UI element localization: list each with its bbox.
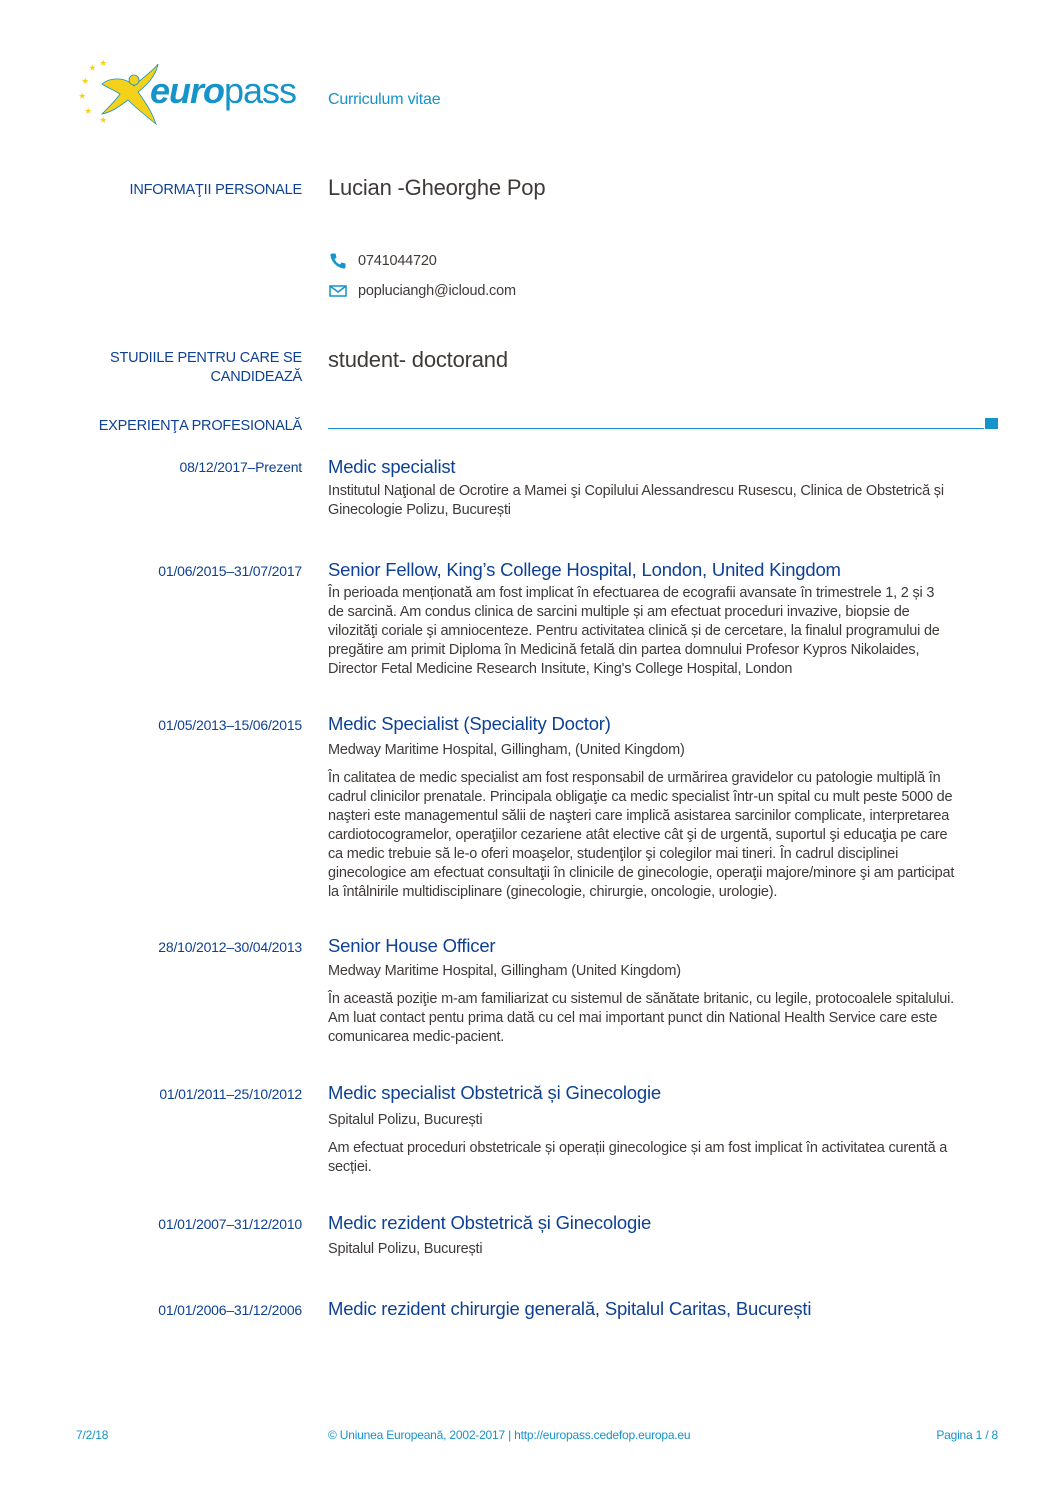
job-description: Am efectuat proceduri obstetricale și operații ginecologice și am fost implicat în activitatea curentă a secției. xyxy=(328,1140,948,1175)
email-row xyxy=(328,283,516,299)
cv-title: Curriculum vitae xyxy=(328,91,441,108)
email-address[interactable]: popluciangh@icloud.com xyxy=(358,283,516,300)
footer-copyright[interactable]: © Uniunea Europeană, 2002-2017 | http://europass.cedefop.europa.eu xyxy=(328,1428,691,1442)
europass-logo-icon xyxy=(72,56,162,128)
job-date: 01/06/2015–31/07/2017 xyxy=(158,563,302,579)
job-employer: Medway Maritime Hospital, Gillingham (United Kingdom) xyxy=(328,963,681,979)
job-title: Medic specialist Obstetrică și Ginecologie xyxy=(328,1082,661,1103)
job-employer: Spitalul Polizu, București xyxy=(328,1112,483,1128)
job-date: 01/01/2007–31/12/2010 xyxy=(158,1216,302,1232)
email-icon xyxy=(328,284,348,298)
job-title: Medic Specialist (Speciality Doctor) xyxy=(328,713,611,734)
job-title: Medic rezident chirurgie generală, Spitalul Caritas, București xyxy=(328,1298,812,1319)
europass-logo-text: europass xyxy=(150,70,297,111)
studies-value: student- doctorand xyxy=(328,347,508,372)
phone-row xyxy=(328,252,437,270)
job-employer: Institutul Naţional de Ocrotire a Mamei şi Copilului Alessandrescu Rusescu, Clinica de Obstetrică și Ginecologie Polizu, București xyxy=(328,483,944,518)
job-description: În calitatea de medic specialist am fost responsabil de urmărirea gravidelor cu patologie multiplă în cadrul clinicilor prenatale. Principala obligaţie ca medic specialist într-un spital cu mult peste 5000 de naşteri este managementul sălii de naşteri care implică asistarea sarcinilor complicate, interpretarea cardiotocogramelor, operaţiilor cezariene atât elective cât şi de urgentă, suportul şi educaţia pe care ca medic trebuie să le-o oferi moaşelor, studenţilor şi colegilor mai tineri. În cadrul disciplinei ginecologice am efectuat consultaţii în clinicile de ginecologie, operaţii majore/minore şi am participat la întâlnirile multidisciplinare (ginecologie, chirurgie, oncologie, urologie). xyxy=(328,770,955,900)
section-divider xyxy=(328,428,984,429)
job-description: În perioada menționată am fost implicat în efectuarea de ecografii avansate în trimestrele 1, 2 și 3 de sarcină. Am condus clinica de sarcini multiple și am efectuat proceduri invazive, biopsie de vilozităţi coriale şi amniocenteze. Pentru activitatea clinică și de cercetare, la finalul programului de pregătire am primit Diploma în Medicină fetală din partea domnului Profesor Kypros Nikolaides, Director Fetal Medicine Research Insitute, King's College Hospital, London xyxy=(328,585,940,677)
footer-date: 7/2/18 xyxy=(76,1428,109,1442)
job-title: Medic specialist xyxy=(328,456,456,477)
candidate-name: Lucian -Gheorghe Pop xyxy=(328,175,546,200)
job-title: Senior House Officer xyxy=(328,935,496,956)
phone-icon xyxy=(328,252,348,270)
studies-label xyxy=(62,349,302,387)
job-title: Senior Fellow, King’s College Hospital, London, United Kingdom xyxy=(328,559,841,580)
experience-label: EXPERIENŢA PROFESIONALĂ xyxy=(98,418,302,434)
job-employer: Spitalul Polizu, București xyxy=(328,1241,483,1257)
section-divider-marker xyxy=(985,418,998,429)
footer-page-number: Pagina 1 / 8 xyxy=(936,1428,998,1442)
personal-info-label: INFORMAŢII PERSONALE xyxy=(129,182,302,198)
job-date: 01/01/2006–31/12/2006 xyxy=(158,1302,302,1318)
job-title: Medic rezident Obstetrică și Ginecologie xyxy=(328,1212,652,1233)
studies-label-line2: CANDIDEAZĂ xyxy=(210,369,302,385)
job-date: 08/12/2017–Prezent xyxy=(179,459,302,475)
job-date: 01/01/2011–25/10/2012 xyxy=(159,1086,302,1102)
studies-label-line1: STUDIILE PENTRU CARE SE xyxy=(110,350,302,366)
phone-number[interactable]: 0741044720 xyxy=(358,253,437,269)
job-employer: Medway Maritime Hospital, Gillingham, (United Kingdom) xyxy=(328,742,685,758)
job-date: 28/10/2012–30/04/2013 xyxy=(158,939,302,955)
job-date: 01/05/2013–15/06/2015 xyxy=(158,717,302,733)
job-description: În această poziţie m-am familiarizat cu sistemul de sănătate britanic, cu legile, protocoalele spitalului. Am luat contact pentu prima dată cu cel mai important punct din National Health Service care este comunicarea medic-pacient. xyxy=(328,991,954,1045)
